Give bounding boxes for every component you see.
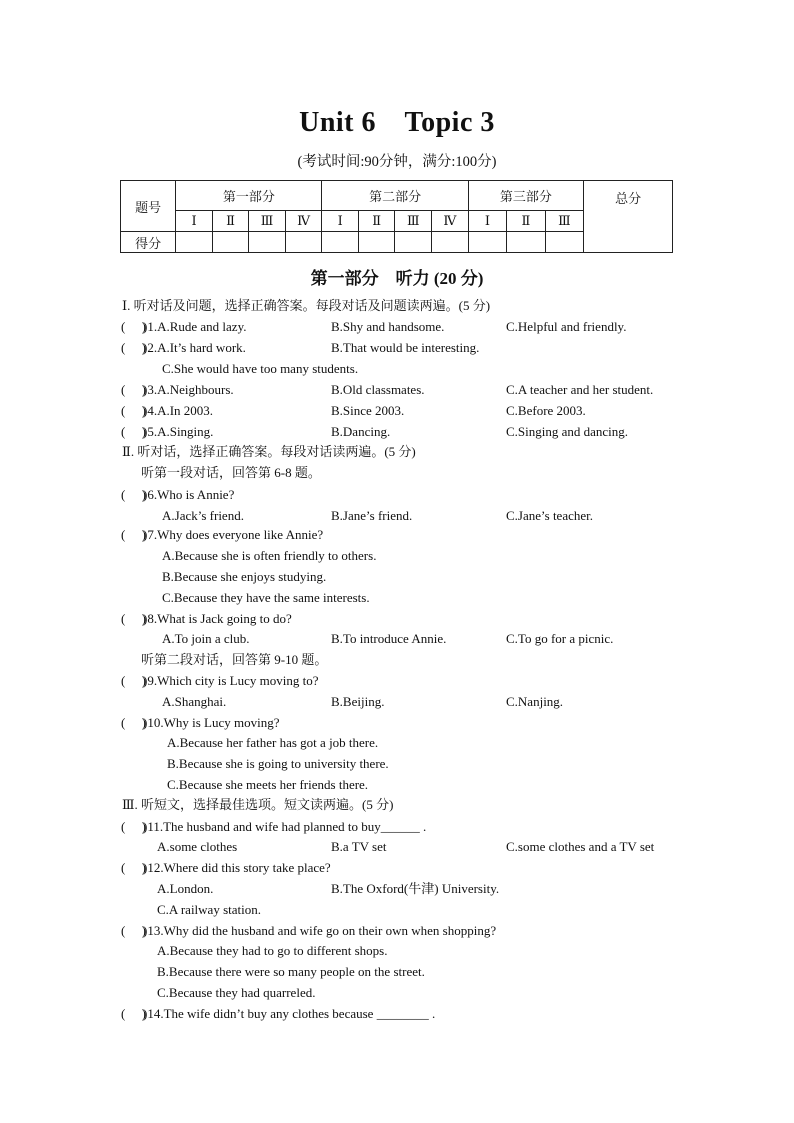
option-c: C.Because they have the same interests. bbox=[162, 590, 370, 605]
option-b: B.Because she is going to university there. bbox=[167, 756, 389, 771]
answer-bracket[interactable]: ( ) bbox=[121, 319, 146, 334]
option-b: B.Because there were so many people on the street. bbox=[157, 964, 425, 979]
option-c: C.To go for a picnic. bbox=[506, 631, 614, 646]
score-cell[interactable] bbox=[432, 232, 469, 253]
score-cell[interactable] bbox=[507, 232, 546, 253]
answer-bracket[interactable]: ( ) bbox=[121, 527, 146, 542]
option-b: B.To introduce Annie. bbox=[331, 631, 447, 646]
option-a: A.Because they had to go to different shops. bbox=[157, 943, 388, 958]
dialogue-note: 听第一段对话，回答第 6-8 题。 bbox=[141, 465, 321, 480]
part3-header: 第三部分 bbox=[468, 181, 584, 211]
option-a: A.Because she is often friendly to others. bbox=[162, 548, 377, 563]
question-1: )1.A.Rude and lazy. bbox=[143, 319, 247, 334]
option-c: C.Because she meets her friends there. bbox=[167, 777, 369, 792]
score-table bbox=[120, 180, 673, 253]
option-b: B.Old classmates. bbox=[331, 382, 425, 397]
option-c: C.Jane’s teacher. bbox=[506, 508, 593, 523]
option-b: B.Jane’s friend. bbox=[331, 508, 413, 523]
option-a: A.Shanghai. bbox=[162, 694, 227, 709]
row-header-score: 得分 bbox=[121, 232, 176, 253]
option-c: C.some clothes and a TV set bbox=[506, 839, 655, 854]
score-cell[interactable] bbox=[249, 232, 286, 253]
question-7: )7.Why does everyone like Annie? bbox=[143, 527, 324, 542]
answer-bracket[interactable]: ( ) bbox=[121, 860, 146, 875]
part2-instructions: Ⅱ. 听对话，选择正确答案。每段对话读两遍。(5 分) bbox=[122, 444, 416, 459]
option-c: C.Helpful and friendly. bbox=[506, 319, 627, 334]
option-a: A.To join a club. bbox=[162, 631, 250, 646]
score-cell[interactable] bbox=[285, 232, 322, 253]
answer-bracket[interactable]: ( ) bbox=[121, 340, 146, 355]
option-a: A.Because her father has got a job there. bbox=[167, 735, 379, 750]
answer-bracket[interactable]: ( ) bbox=[121, 424, 146, 439]
option-c: C.Because they had quarreled. bbox=[157, 985, 316, 1000]
option-b: B.Dancing. bbox=[331, 424, 391, 439]
score-cell[interactable] bbox=[322, 232, 358, 253]
question-4: )4.A.In 2003. bbox=[143, 403, 214, 418]
answer-bracket[interactable]: ( ) bbox=[121, 673, 146, 688]
option-b: B.That would be interesting. bbox=[331, 340, 480, 355]
question-6: )6.Who is Annie? bbox=[143, 487, 235, 502]
option-b: B.Beijing. bbox=[331, 694, 385, 709]
answer-bracket[interactable]: ( ) bbox=[121, 819, 146, 834]
sub-number: Ⅱ bbox=[358, 211, 395, 232]
question-13: )13.Why did the husband and wife go on their own when shopping? bbox=[143, 923, 497, 938]
dialogue-note: 听第二段对话，回答第 9-10 题。 bbox=[141, 652, 328, 667]
option-c: C.She would have too many students. bbox=[162, 361, 359, 376]
question-5: )5.A.Singing. bbox=[143, 424, 214, 439]
score-cell[interactable] bbox=[358, 232, 395, 253]
option-b: B.a TV set bbox=[331, 839, 387, 854]
part1-instructions: Ⅰ. 听对话及问题，选择正确答案。每段对话及问题读两遍。(5 分) bbox=[122, 298, 491, 313]
option-c: C.A teacher and her student. bbox=[506, 382, 654, 397]
sub-number: Ⅲ bbox=[395, 211, 432, 232]
answer-bracket[interactable]: ( ) bbox=[121, 1006, 146, 1021]
option-a: A.Jack’s friend. bbox=[162, 508, 244, 523]
score-cell[interactable] bbox=[468, 232, 506, 253]
part3-instructions: Ⅲ. 听短文，选择最佳选项。短文读两遍。(5 分) bbox=[122, 797, 394, 812]
question-14: )14.The wife didn’t buy any clothes because ________ . bbox=[143, 1006, 436, 1021]
option-a: A.London. bbox=[157, 881, 214, 896]
question-12: )12.Where did this story take place? bbox=[143, 860, 331, 875]
total-header: 总分 bbox=[584, 181, 673, 253]
sub-number: Ⅱ bbox=[212, 211, 249, 232]
question-10: )10.Why is Lucy moving? bbox=[143, 715, 280, 730]
score-cell[interactable] bbox=[545, 232, 584, 253]
page-title: Unit 6 Topic 3 bbox=[299, 107, 495, 138]
sub-number: Ⅰ bbox=[322, 211, 358, 232]
sub-number: Ⅰ bbox=[468, 211, 506, 232]
answer-bracket[interactable]: ( ) bbox=[121, 382, 146, 397]
question-9: )9.Which city is Lucy moving to? bbox=[143, 673, 319, 688]
answer-bracket[interactable]: ( ) bbox=[121, 715, 146, 730]
section-title: 第一部分 听力 (20 分) bbox=[310, 269, 484, 288]
option-b: B.The Oxford(牛津) University. bbox=[331, 881, 500, 896]
row-header-number: 题号 bbox=[121, 181, 176, 232]
answer-bracket[interactable]: ( ) bbox=[121, 403, 146, 418]
exam-info: (考试时间:90分钟，满分:100分) bbox=[297, 154, 497, 170]
question-3: )3.A.Neighbours. bbox=[143, 382, 234, 397]
question-8: )8.What is Jack going to do? bbox=[143, 611, 292, 626]
option-b: B.Shy and handsome. bbox=[331, 319, 445, 334]
question-11: )11.The husband and wife had planned to buy______ . bbox=[143, 819, 427, 834]
option-a: A.some clothes bbox=[157, 839, 238, 854]
option-b: B.Since 2003. bbox=[331, 403, 405, 418]
answer-bracket[interactable]: ( ) bbox=[121, 487, 146, 502]
part2-header: 第二部分 bbox=[322, 181, 468, 211]
option-c: C.Singing and dancing. bbox=[506, 424, 629, 439]
score-cell[interactable] bbox=[176, 232, 212, 253]
option-c: C.Before 2003. bbox=[506, 403, 586, 418]
answer-bracket[interactable]: ( ) bbox=[121, 923, 146, 938]
part1-header: 第一部分 bbox=[176, 181, 322, 211]
sub-number: Ⅲ bbox=[545, 211, 584, 232]
answer-bracket[interactable]: ( ) bbox=[121, 611, 146, 626]
sub-number: Ⅳ bbox=[285, 211, 322, 232]
option-b: B.Because she enjoys studying. bbox=[162, 569, 327, 584]
sub-number: Ⅲ bbox=[249, 211, 286, 232]
option-c: C.A railway station. bbox=[157, 902, 261, 917]
sub-number: Ⅰ bbox=[176, 211, 212, 232]
sub-number: Ⅱ bbox=[507, 211, 546, 232]
score-cell[interactable] bbox=[395, 232, 432, 253]
score-cell[interactable] bbox=[212, 232, 249, 253]
sub-number: Ⅳ bbox=[432, 211, 469, 232]
option-c: C.Nanjing. bbox=[506, 694, 564, 709]
question-2: )2.A.It’s hard work. bbox=[143, 340, 246, 355]
